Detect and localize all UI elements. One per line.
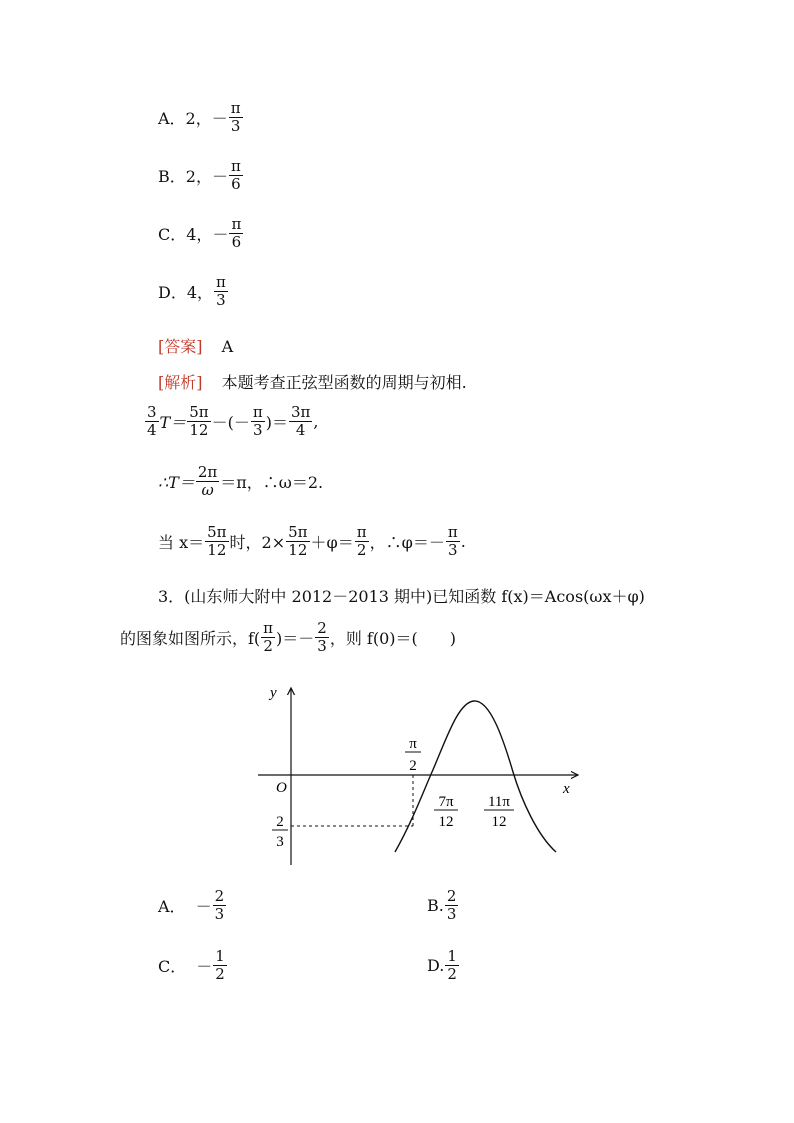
equation-omega: ∴T＝ $\frac{2\pi}{\omega}$ ＝π，∴ω＝2. (158, 463, 324, 500)
option-b-top: B．2， － $\frac{\pi}{6}$ (158, 157, 241, 194)
y-axis-label: y (270, 685, 277, 701)
tick-11pi-12-num: 11π (487, 794, 511, 810)
fraction: $\frac{\pi}{3}$ (230, 99, 241, 136)
option-a-bottom: A． － $\frac{2}{3}$ (158, 887, 225, 924)
option-c-top: C．4， － $\frac{\pi}{6}$ (158, 215, 242, 252)
tick-11pi-12-den: 12 (491, 814, 507, 830)
fraction: $\frac{\pi}{6}$ (230, 157, 241, 194)
answer-tag: [答案] (158, 337, 203, 356)
option-c-bottom: C． － $\frac{1}{2}$ (158, 947, 225, 984)
answer-value: A (221, 337, 234, 356)
x-axis-label: x (563, 781, 570, 797)
option-b-bottom: B. $\frac{2}{3}$ (427, 887, 457, 924)
fraction: $\frac{\pi}{6}$ (231, 215, 242, 252)
value-label-num: 2 (276, 814, 284, 830)
tick-7pi-12-num: 7π (438, 794, 454, 810)
origin-label: O (276, 780, 287, 796)
fraction: $\frac{\pi}{3}$ (216, 273, 226, 310)
option-d-top: D．4， $\frac{\pi}{3}$ (158, 273, 226, 310)
equation-period: $\frac{3}{4}$ T＝ $\frac{5\pi}{12}$ －(－ $\frac{\pi}{3}$ )＝ $\frac{3\pi}{4}$ , (147, 403, 319, 440)
tick-7pi-12-den: 12 (438, 814, 454, 830)
cosine-curve (395, 701, 556, 852)
pi-over-2-num: π (409, 736, 417, 752)
question-3-line-1: 3．(山东师大附中 2012－2013 期中)已知函数 f(x)＝Acos(ωx＋φ) (158, 587, 645, 606)
option-a-top: A．2， － $\frac{\pi}{3}$ (158, 99, 241, 136)
pi-over-2-den: 2 (409, 758, 417, 774)
analysis-tag: [解析] (158, 373, 203, 392)
analysis-text: 本题考查正弦型函数的周期与初相. (221, 373, 467, 392)
value-label-den: 3 (276, 834, 284, 850)
equation-phi: 当 x＝ $\frac{5\pi}{12}$ 时，2× $\frac{5\pi}{12}$ ＋φ＝ $\frac{\pi}{2}$ ，∴φ＝－ $\frac{\pi}{3}$ . (158, 523, 466, 560)
question-3-line-2: 的图象如图所示，f( $\frac{\pi}{2}$ )＝－ $\frac{2}{3}$ ，则 f(0)＝( ) (120, 619, 456, 656)
option-d-bottom: D. $\frac{1}{2}$ (427, 947, 457, 984)
